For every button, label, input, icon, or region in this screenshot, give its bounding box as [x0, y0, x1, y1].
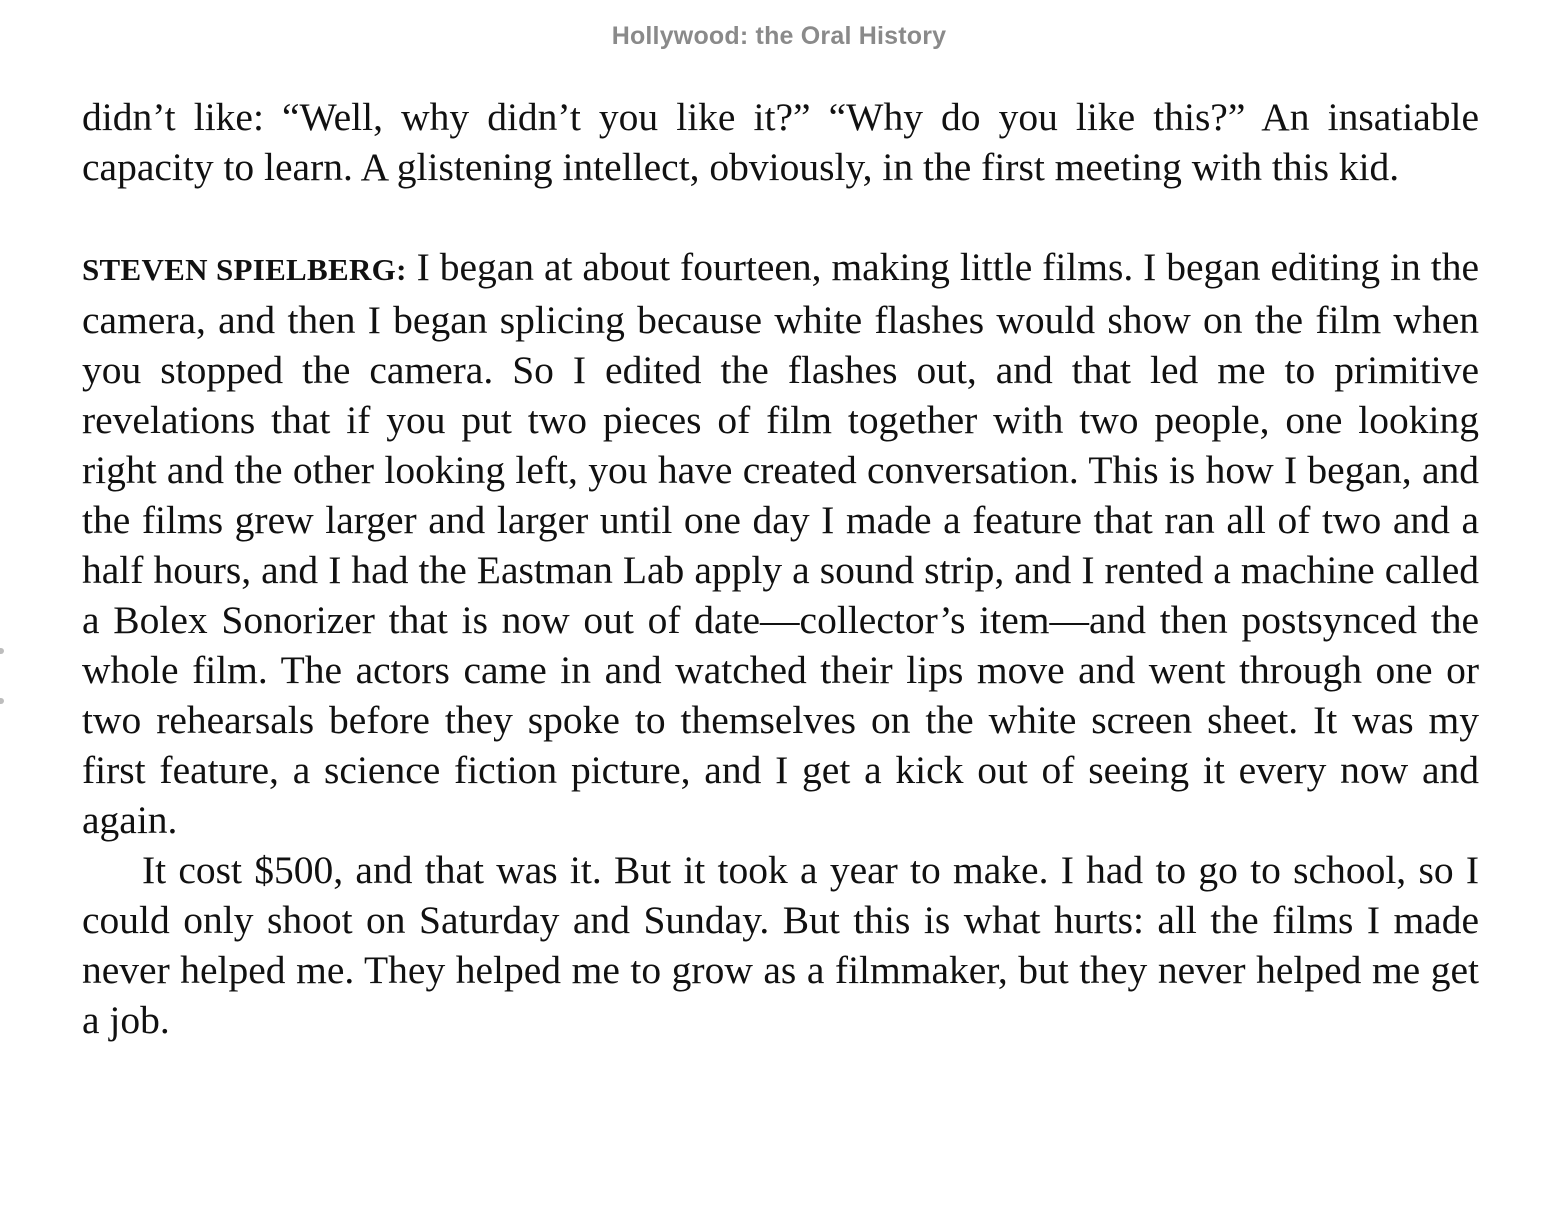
page-edge-marker-bottom — [0, 698, 4, 704]
speaker-paragraph — [82, 242, 1479, 845]
speaker-text: I began at about fourteen, making little films. I began editing in the camera, and then I began splicing because white flashes would show on the film when you stopped the camera. So I edited the flashes out, and that led me to primitive revelations that if you put two pieces of film together with two people, one looking right and the other looking left, you have created conversation. This is how I began, and the films grew larger and larger until one day I made a feature that ran all of two and a half hours, and I had the Eastman Lab apply a sound strip, and I rented a machine called a Bolex Sonorizer that is now out of date—collector’s item—and then postsynced the whole film. The actors came in and watched their lips move and went through one or two rehearsals before they spoke to themselves on the white screen sheet. It was my first feature, a science fiction picture, and I get a kick out of seeing it every now and again. — [82, 245, 1479, 842]
speaker-name: STEVEN SPIELBERG: — [82, 252, 407, 287]
final-paragraph: It cost $500, and that was it. But it took a year to make. I had to go to school, so I could only shoot on Saturday and Sunday. But this is what hurts: all the films I made never helped me. They helped me to grow as a filmmaker, but they never helped me get a job. — [82, 848, 1479, 1042]
page-edge-marker-top — [0, 648, 4, 654]
page-body — [82, 92, 1479, 1045]
running-header: Hollywood: the Oral History — [611, 22, 947, 50]
continued-paragraph: didn’t like: “Well, why didn’t you like it?” “Why do you like this?” An insatiable capacity to learn. A glistening intellect, obviously, in the first meeting with this kid. — [82, 95, 1479, 189]
